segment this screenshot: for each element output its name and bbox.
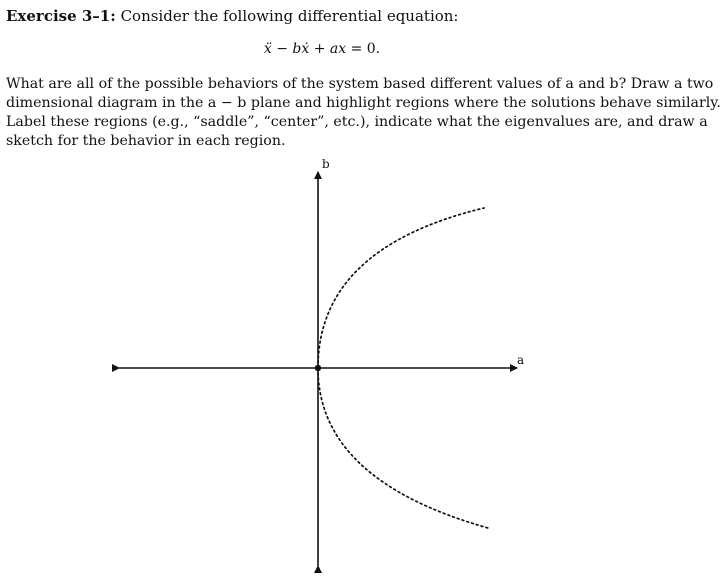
exercise-label: Exercise 3–1: bbox=[6, 7, 116, 25]
eq-plus: + bbox=[313, 41, 326, 57]
prompt-line: What are all of the possible behaviors of the system based different values of a and b? Draw a two bbox=[6, 76, 714, 92]
eq-term-x-ddot: ẍ bbox=[263, 41, 272, 57]
eq-minus: − bbox=[276, 41, 288, 57]
prompt-line: Label these regions (e.g., “saddle”, “center”, etc.), indicate what the eigenvalues are, and draw a bbox=[6, 114, 708, 130]
parabola-upper-branch bbox=[318, 208, 484, 368]
origin-point bbox=[315, 365, 321, 371]
parabola-lower-branch bbox=[318, 368, 488, 528]
eq-term-b-xdot: bẋ bbox=[292, 41, 310, 57]
b-axis-label: b bbox=[322, 157, 330, 171]
prompt-line: dimensional diagram in the a − b plane and highlight regions where the solutions behave similarly. bbox=[6, 95, 721, 111]
prompt-line: sketch for the behavior in each region. bbox=[6, 133, 286, 149]
eq-equals: = 0. bbox=[350, 41, 381, 57]
a-axis-label: a bbox=[517, 353, 525, 367]
exercise-intro: Consider the following differential equation: bbox=[120, 7, 459, 25]
eq-term-ax: ax bbox=[329, 41, 347, 57]
